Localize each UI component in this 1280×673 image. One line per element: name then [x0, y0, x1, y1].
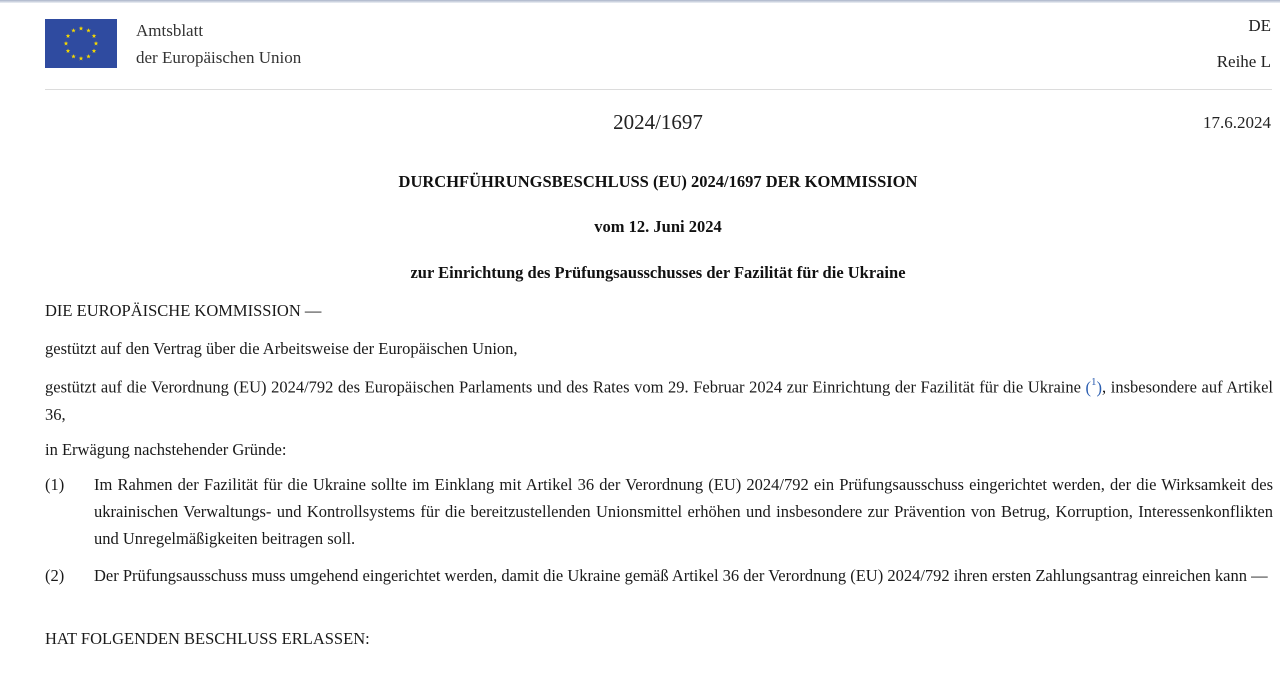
- eu-flag-icon: [45, 19, 117, 68]
- header-divider: [45, 89, 1272, 90]
- citation-regulation: [45, 370, 1273, 428]
- institution-line: DIE EUROPÄISCHE KOMMISSION —: [45, 301, 322, 320]
- document-subtitle-date: vom 12. Juni 2024: [594, 217, 722, 236]
- recital-number: (1): [45, 475, 65, 494]
- whereas-line: in Erwägung nachstehender Gründe:: [45, 440, 287, 459]
- recital-item: [45, 562, 1273, 589]
- recital-number: (2): [45, 566, 65, 585]
- document-subject: zur Einrichtung des Prüfungsausschusses der Fazilität für die Ukraine: [410, 263, 906, 282]
- footnote-link[interactable]: [1086, 378, 1103, 397]
- top-strip: [0, 0, 1280, 3]
- journal-title: [136, 17, 301, 71]
- recital-text: Im Rahmen der Fazilität für die Ukraine sollte im Einklang mit Artikel 36 der Verordnung (EU) 2024/792 ein Prüfungsausschuss eingerichtet werden, der die Wirksamkeit des ukrainischen Verwaltungs- und Kontrollsystems für die bereitzustellenden Unionsmittel erhöhen und insbesondere zur Prävention von Betrug, Korruption, Interessenkonflikten und Unregelmäßigkeiten beitragen soll.: [94, 475, 1273, 548]
- citation-regulation-text: gestützt auf die Verordnung (EU) 2024/792 des Europäischen Parlaments und des Rates vom 29. Februar 2024 zur Einrichtung der Fazilität für die Ukraine: [45, 377, 1086, 397]
- language-code: DE: [1248, 16, 1271, 35]
- journal-title-line2: der Europäischen Union: [136, 48, 302, 67]
- journal-title-line1: Amtsblatt: [136, 21, 204, 40]
- footnote-close-paren: ): [1096, 377, 1103, 397]
- document-number: 2024/1697: [613, 110, 703, 134]
- footnote-open-paren: (: [1085, 377, 1092, 397]
- citation-treaty: gestützt auf den Vertrag über die Arbeitsweise der Europäischen Union,: [45, 339, 518, 358]
- recital-text: Der Prüfungsausschuss muss umgehend eingerichtet werden, damit die Ukraine gemäß Artikel 36 der Verordnung (EU) 2024/792 ihren ersten Zahlungsantrag einreichen kann —: [94, 566, 1268, 585]
- recital-item: [45, 471, 1273, 552]
- footnote-number: 1: [1091, 376, 1097, 388]
- series-label: Reihe L: [1216, 52, 1271, 71]
- enacting-formula: HAT FOLGENDEN BESCHLUSS ERLASSEN:: [45, 629, 370, 648]
- document-date: 17.6.2024: [1203, 113, 1271, 132]
- document-title: DURCHFÜHRUNGSBESCHLUSS (EU) 2024/1697 DER KOMMISSION: [398, 172, 918, 191]
- citation-regulation-text-after: , insbesondere auf Artikel 36,: [45, 377, 1273, 424]
